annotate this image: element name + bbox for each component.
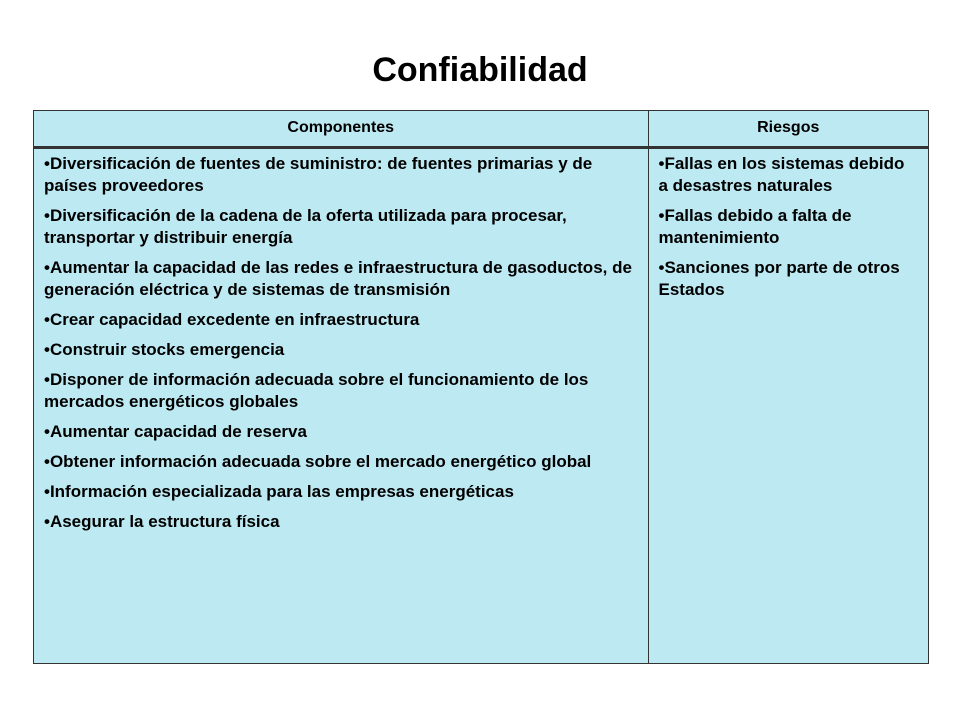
componentes-cell: [34, 147, 648, 663]
header-riesgos: Riesgos: [648, 111, 928, 147]
list-item: • Diversificación de la cadena de la oferta utilizada para procesar, transportar y distribuir energía: [44, 205, 638, 249]
list-item: • Información especializada para las empresas energéticas: [44, 481, 638, 503]
list-item: • Fallas debido a falta de mantenimiento: [659, 205, 919, 249]
header-componentes: Componentes: [34, 111, 648, 147]
components-risks-table: [33, 110, 929, 664]
table-grid: [34, 111, 928, 663]
list-item: • Crear capacidad excedente en infraestructura: [44, 309, 638, 331]
list-item: • Fallas en los sistemas debido a desastres naturales: [659, 153, 919, 197]
body-row: [34, 147, 928, 663]
riesgos-list: [659, 153, 919, 301]
riesgos-cell: [648, 147, 928, 663]
list-item: • Asegurar la estructura física: [44, 511, 638, 533]
list-item: • Diversificación de fuentes de suministro: de fuentes primarias y de países proveedores: [44, 153, 638, 197]
list-item: • Sanciones por parte de otros Estados: [659, 257, 919, 301]
componentes-list: [44, 153, 638, 533]
list-item: • Aumentar capacidad de reserva: [44, 421, 638, 443]
list-item: • Construir stocks emergencia: [44, 339, 638, 361]
list-item: • Disponer de información adecuada sobre el funcionamiento de los mercados energéticos globales: [44, 369, 638, 413]
slide-title: Confiabilidad: [372, 51, 588, 89]
header-row: [34, 111, 928, 147]
list-item: • Aumentar la capacidad de las redes e infraestructura de gasoductos, de generación eléctrica y de sistemas de transmisión: [44, 257, 638, 301]
list-item: • Obtener información adecuada sobre el mercado energético global: [44, 451, 638, 473]
